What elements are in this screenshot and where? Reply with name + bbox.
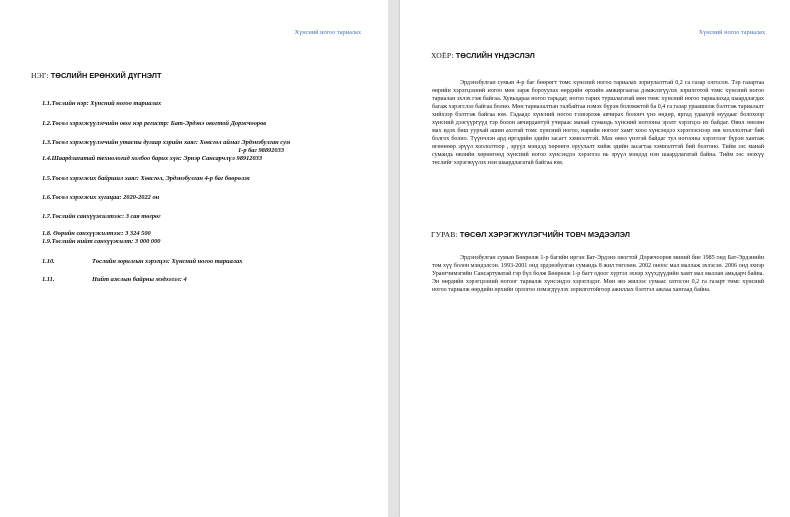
- info-item-1-3-cont: [238, 147, 284, 154]
- info-item-1-5: [42, 175, 250, 182]
- info-item-1-1: [42, 100, 161, 107]
- paragraph-justification: Эрдэнэбулган сумын 4-р баг бөөрөгт томс хүнсний ногоо тариалах зориулалттай 0,2 га газар олгосон. Тэр газартаа өөрийн хэрэгцээний ногоо мөн зарж борлуулах өөрдийн өрхийн амжиргаагаа дэмжлэгүүлэх зорилготой томс хүнсний ногоо тариалан эхлэх гэж байгаа. Хувьцараа ногоо тарьдаг, ногоо тарих туршлагатай мөн төмс хүнсний ногоо тариалахад шаардлагдах багаж хэрэгслэл байгаа болно. Мөн тариалалтын талбайтаа нэмэх бүрэн боломжтой ба 0,4 га газар ураашилж бэлтгэж тариалалт хийхээр бэлтгэж байгаа юм. Гадаадс хүнсний ногоо тээвэрлэж авчирах болонч үнэ өндөр, яргад удаахуй муудааг болохоор хүнсний дээгүүргүүд тэр болон авчирдантуй учираас манай сумандь хүнсний ногооны эрэлт хэрэгцээ их байдаг. Өвөл зөөлөн мах идэх биш уурхай ашин ахлтай томс хүнсний ногоо, нарийн ногоог хамт хоол хүнсэндээ хэрэглэснээр зөв хооллолтыг бий болгох болно. Түүнчлэн ард иргэдийн эдийн засагт хэмнэлттэй. Мах өвөл үнэтэй байдаг тул ногооны хэрэглээг бүрэн хангаж өгөөнөөр эрүүл хоололтоор , эрүүл мэндэд хөрөнгө оруулалт хийж эдийн засагтаа хэмнэлттэй бий болгоно. Тийм ээс манай сумандь өвлийн хөрөнгөөд хүнсний ногоо хүнсэндээ хэрэглээ нь эрүүл мэндэд нэн шаардлагатай байна. Тийм ээс энэхүү төслийг хэрэгжүүлэх нэн шаардлагатай байгаа юм.: [432, 80, 764, 166]
- page-gap: [388, 0, 400, 517]
- item-value: Хөвсгөл аймаг Эрдэнэбулган сум: [199, 139, 291, 146]
- section-heading: ТӨСЛИЙН ЕРӨНХИЙ ДҮГНЭЛТ: [50, 71, 162, 80]
- item-value: 3 324 500: [125, 230, 151, 237]
- item-label: 1.10.: [42, 258, 55, 265]
- section-number: ХОЁР:: [431, 51, 454, 60]
- item-value: 2020-2022 он: [123, 194, 160, 201]
- item-label: 1.11.: [42, 276, 55, 283]
- section-number: ГУРАВ:: [431, 230, 458, 239]
- item-label: 1.6.Төсөл хэрэгжих хугацаа:: [42, 194, 122, 201]
- item-label: 1.5.Төсөл хэрэгжих байршил хаяг:: [42, 175, 139, 182]
- info-item-1-9: [42, 238, 160, 245]
- item-label: 1.8. Өөрийн санхүүжилтээс:: [42, 230, 124, 237]
- item-value: 1-р баг 98892033: [238, 147, 285, 154]
- page-header: Хүнсний ногоо тариалах: [698, 29, 765, 36]
- section-heading: ТӨСЛИЙН ҮНДЭСЛЭЛ: [455, 51, 535, 60]
- paragraph-implementer-info: Эрдэнэбулган сумын Бөөрөлж 1-р багийн иргэн Бат-Эрдэнэ овогтой Доржчоорөв миний бие 1985 онд Бат-Эрдэнийн том хүү болон мэндэлсэн. 1993-2001 онд эрдэнэбулган сумандь 8 жил төгсөөн. 2002 оноос мал маллаж эхлэсэн. 2006 онд эхнэр Урангчимэгийн Сансартуяатай гэр бүл болж Бөөрөлж 1-р багт одоог хүртэл эхнэр хүүхдүүдийн хамт мал маллан амьдарч байна. Эн өөрдийн хэрэгцээний ногоог тариалж хүнсэндээ хэрэглэдэг. Мөн эвэ жилээс сумаас олгосон 0,2 га газарт төмс хүнсний ногоо тариалж өөрдийн өрхийн орлогоо нэмэгдүүлэх зорилготойгоор ажиллах бэлтгэл ажлаа хангаад байна.: [432, 255, 764, 293]
- section-title-2: [431, 51, 535, 60]
- section-title-3: [431, 230, 630, 239]
- item-value: Төслийн зорилгын хэрэгцээ: Хүнсний ногоо тариалах: [92, 258, 243, 265]
- info-item-1-8: [42, 230, 151, 237]
- document-page-right: [400, 0, 790, 517]
- section-number: НЭГ:: [31, 71, 49, 80]
- item-value: Хүнсний ногоо тариалах: [90, 100, 162, 107]
- page-header: Хүнсний ногоо тариалах: [294, 29, 361, 36]
- info-item-1-6: [42, 194, 159, 201]
- item-value: Нийт ажлын байрны мэдээлэл: 4: [92, 276, 187, 283]
- item-label: 1.2.Төсөл хэрэгжүүлэгчийн овог нэр регистр:: [42, 120, 170, 127]
- item-value: 3 сая төгрөг: [125, 213, 161, 220]
- info-item-1-10: [42, 258, 242, 265]
- item-value: Эрнэр Сансарчлүл 98912033: [183, 155, 263, 162]
- section-heading: ТӨСӨЛ ХЭРЭГЖҮҮЛЭГЧИЙН ТОВЧ МЭДЭЭЛЭЛ: [459, 230, 630, 239]
- section-title-1: [31, 71, 161, 80]
- info-item-1-11: [42, 276, 187, 283]
- item-value: 3 000 000: [134, 238, 161, 245]
- info-item-1-7: [42, 213, 161, 220]
- item-label: 1.1.Төслийн нэр:: [42, 100, 89, 107]
- item-label: 1.7.Төслийн санхүүжилтээс:: [42, 213, 125, 220]
- item-value: Бат-Эрдэнэ овогтой Доржчоорөв: [170, 120, 267, 127]
- info-item-1-4: [42, 155, 262, 162]
- item-label: 1.4.Шаардлагатай технологид холбоо барих хүн:: [42, 155, 182, 162]
- info-item-1-3: [42, 139, 290, 146]
- item-value: Хөвсгөл, Эрдэнэбулган 4-р баг бөөрөлж: [140, 175, 251, 182]
- info-item-1-2: [42, 120, 266, 127]
- document-page-left: [0, 0, 388, 517]
- item-label: 1.3.Төсөл хэрэгжүүлэгчийн утасны дугаар хэрийн хаяг:: [42, 139, 199, 146]
- item-label: 1.9.Төслийн нийт санхүүжилт:: [42, 238, 134, 245]
